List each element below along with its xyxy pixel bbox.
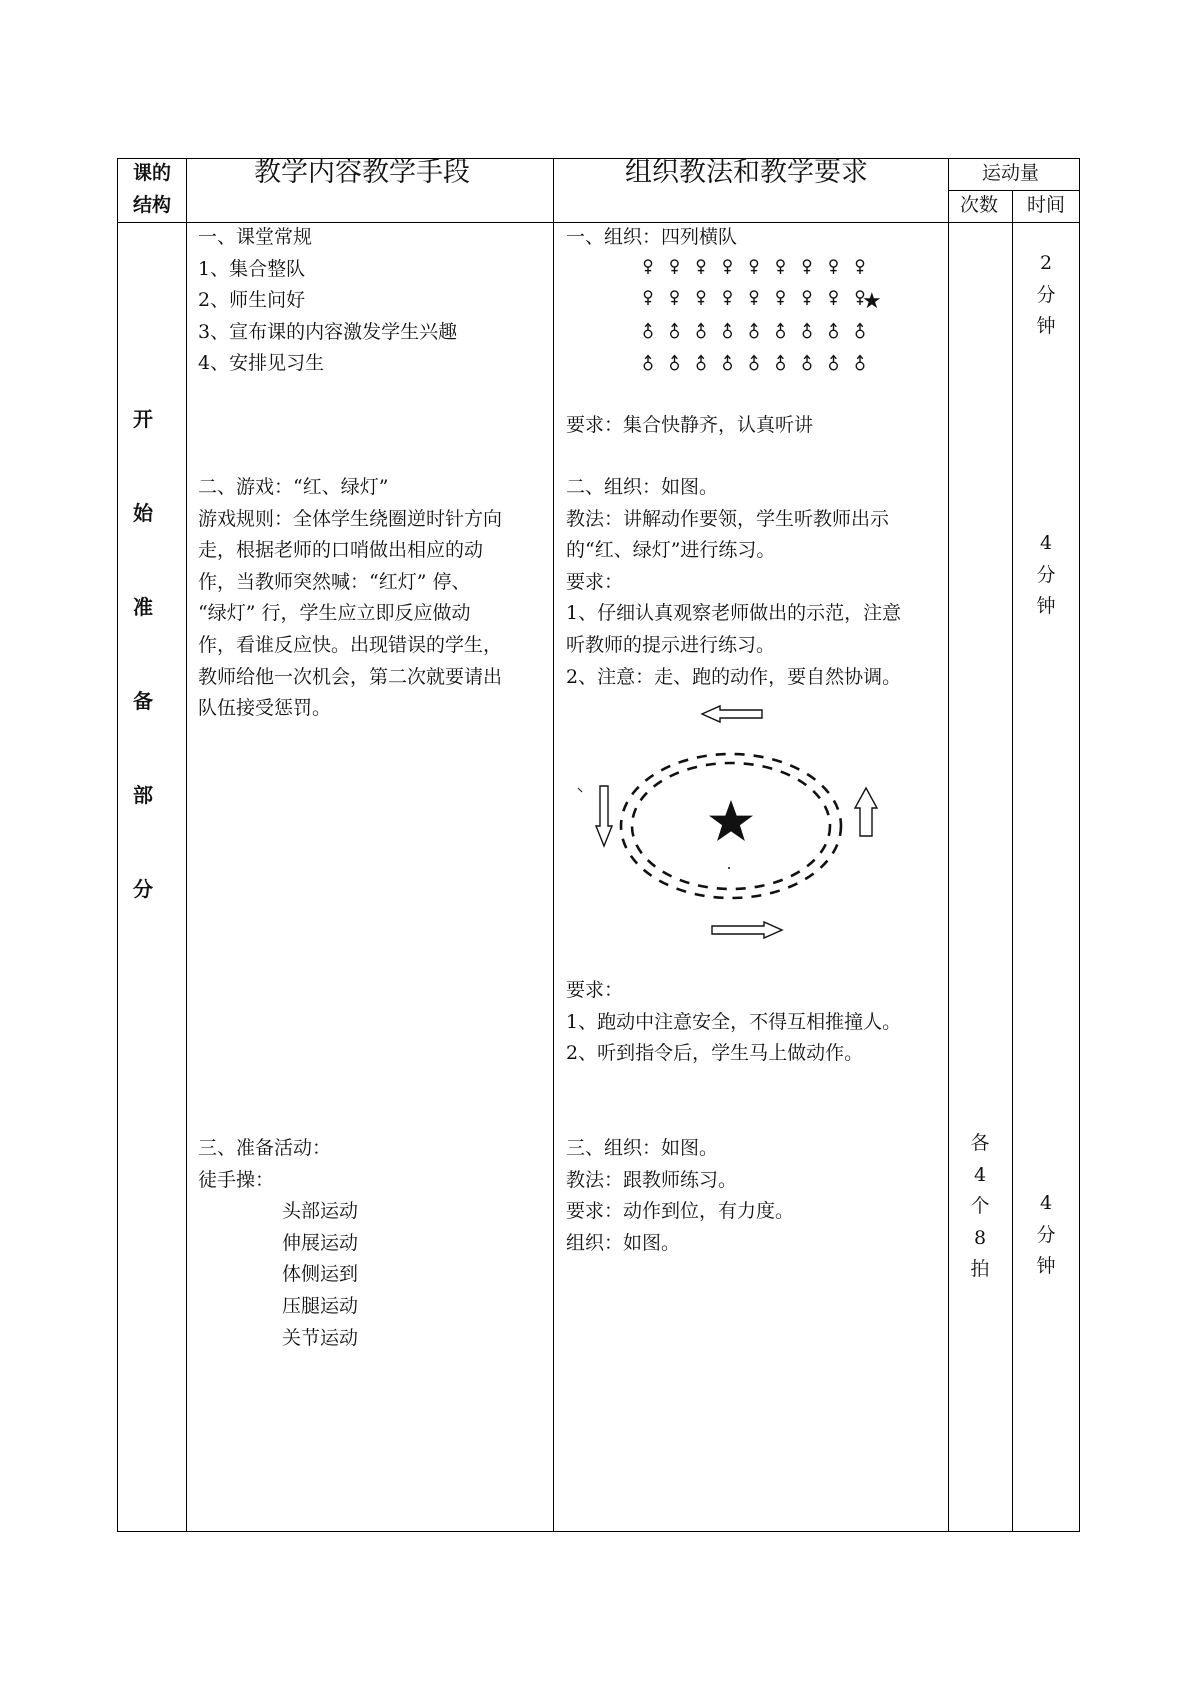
content-part2 xyxy=(198,472,502,725)
formation-row-female xyxy=(644,291,863,305)
time-char: 钟 xyxy=(1036,1255,1056,1278)
method-line: 组织：如图。 xyxy=(566,1231,681,1254)
time-char: 2 xyxy=(1039,252,1053,274)
section-label-char: 备 xyxy=(133,689,153,713)
formation-row-female xyxy=(644,260,863,274)
method-line: 1、跑动中注意安全，不得互相推撞人。 xyxy=(566,1010,902,1033)
time-char: 钟 xyxy=(1036,315,1056,338)
load-header: 运动量 xyxy=(982,162,1040,184)
method-line: 要求：动作到位，有力度。 xyxy=(566,1200,795,1223)
structure-column-divider xyxy=(186,158,187,1532)
time-part1 xyxy=(1034,248,1058,343)
method-line: 二、组织：如图。 xyxy=(566,476,719,498)
content-line: 一、课堂常规 xyxy=(198,226,313,248)
exercise-item: 关节运动 xyxy=(282,1326,359,1349)
method-line: 教法：跟教师练习。 xyxy=(566,1168,738,1191)
table-bottom-border xyxy=(117,1531,1080,1532)
arrow-down-icon xyxy=(596,786,612,846)
table-right-border xyxy=(1079,158,1080,1532)
count-char: 8 xyxy=(973,1226,987,1249)
method-part3 xyxy=(566,1133,794,1259)
time-part3 xyxy=(1034,1188,1058,1283)
exercise-item: 压腿运动 xyxy=(282,1294,359,1317)
content-part3 xyxy=(198,1133,358,1354)
structure-header-line2: 结构 xyxy=(133,194,172,216)
circle-running-diagram xyxy=(570,706,890,946)
exercise-item: 伸展运动 xyxy=(282,1231,359,1254)
count-char: 4 xyxy=(973,1163,987,1186)
content-line: “绿灯” 行，学生应立即反应做动 xyxy=(198,602,471,625)
content-line: 徒手操： xyxy=(198,1168,275,1191)
exercise-item: 头部运动 xyxy=(282,1200,359,1223)
content-line: 三、准备活动： xyxy=(198,1137,332,1159)
method-line: 要求： xyxy=(566,570,624,593)
content-part1 xyxy=(198,222,457,380)
method-line: 1、仔细认真观察老师做出的示范，注意 xyxy=(566,602,902,625)
method-part2 xyxy=(566,472,901,693)
time-char: 分 xyxy=(1036,563,1056,586)
time-header: 时间 xyxy=(1027,194,1066,216)
content-line: 4、安排见习生 xyxy=(198,352,325,375)
time-char: 分 xyxy=(1036,283,1056,306)
time-part2 xyxy=(1034,528,1058,623)
method-line: 2、注意：走、跑的动作，要自然协调。 xyxy=(566,665,902,688)
structure-header-line1: 课的 xyxy=(133,162,172,184)
content-line: 作，看谁反应快。出现错误的学生， xyxy=(198,633,503,656)
method-column-title: 组织教法和教学要求 xyxy=(625,157,868,188)
method-part1-title: 一、组织：四列横队 xyxy=(566,226,738,248)
content-line: 队伍接受惩罚。 xyxy=(198,697,332,720)
arrow-up-icon xyxy=(855,788,877,836)
load-header-divider xyxy=(948,190,1080,191)
section-label-char: 开 xyxy=(133,407,153,431)
arrow-left-icon xyxy=(702,706,762,722)
time-char: 分 xyxy=(1036,1223,1056,1246)
table-left-border xyxy=(117,158,118,1532)
method-line: 教法：讲解动作要领，学生听教师出示 xyxy=(566,507,890,530)
section-label-char: 部 xyxy=(133,783,153,807)
section-label-char: 准 xyxy=(133,595,153,619)
method-column-divider xyxy=(948,158,949,1532)
content-line: 游戏规则：全体学生绕圈逆时针方向 xyxy=(198,507,503,530)
count-header: 次数 xyxy=(960,194,999,216)
method-part2-requirements xyxy=(566,975,901,1070)
count-char: 拍 xyxy=(970,1258,990,1281)
center-dot xyxy=(728,867,730,869)
method-line: 三、组织：如图。 xyxy=(566,1137,719,1159)
section-label-char: 分 xyxy=(133,877,153,901)
count-column-divider xyxy=(1012,190,1013,1532)
time-char: 钟 xyxy=(1036,595,1056,618)
formation-row-male xyxy=(644,324,864,338)
content-column-divider xyxy=(553,158,554,1532)
count-part3 xyxy=(968,1128,992,1286)
arrow-right-icon xyxy=(712,922,782,938)
section-label-char: 始 xyxy=(133,501,153,525)
content-line: 2、师生问好 xyxy=(198,289,306,312)
time-char: 4 xyxy=(1039,532,1053,554)
count-char: 个 xyxy=(970,1195,990,1218)
formation-row-male xyxy=(644,356,864,370)
method-line: 2、听到指令后，学生马上做动作。 xyxy=(566,1042,864,1065)
time-char: 4 xyxy=(1039,1192,1053,1214)
count-char: 各 xyxy=(970,1132,990,1154)
method-line: 要求： xyxy=(566,979,624,1001)
formation-diagram xyxy=(640,255,880,375)
stray-mark xyxy=(578,788,582,792)
content-line: 1、集合整队 xyxy=(198,257,306,280)
content-line: 3、宣布课的内容激发学生兴趣 xyxy=(198,320,458,343)
method-line: 听教师的提示进行练习。 xyxy=(566,633,776,656)
exercise-item: 体侧运到 xyxy=(282,1263,359,1286)
content-line: 走，根据老师的口哨做出相应的动 xyxy=(198,539,484,562)
content-line: 作，当教师突然喊：“红灯” 停、 xyxy=(198,570,471,593)
teacher-star-marker: ★ xyxy=(862,289,882,314)
method-part1-requirement: 要求：集合快静齐，认真听讲 xyxy=(566,414,814,436)
method-line: 的“红、绿灯”进行练习。 xyxy=(566,539,776,562)
content-line: 教师给他一次机会，第二次就要请出 xyxy=(198,665,503,688)
teacher-star-icon xyxy=(709,800,753,841)
content-column-title: 教学内容教学手段 xyxy=(254,157,470,188)
content-line: 二、游戏：“红、绿灯” xyxy=(198,476,389,498)
